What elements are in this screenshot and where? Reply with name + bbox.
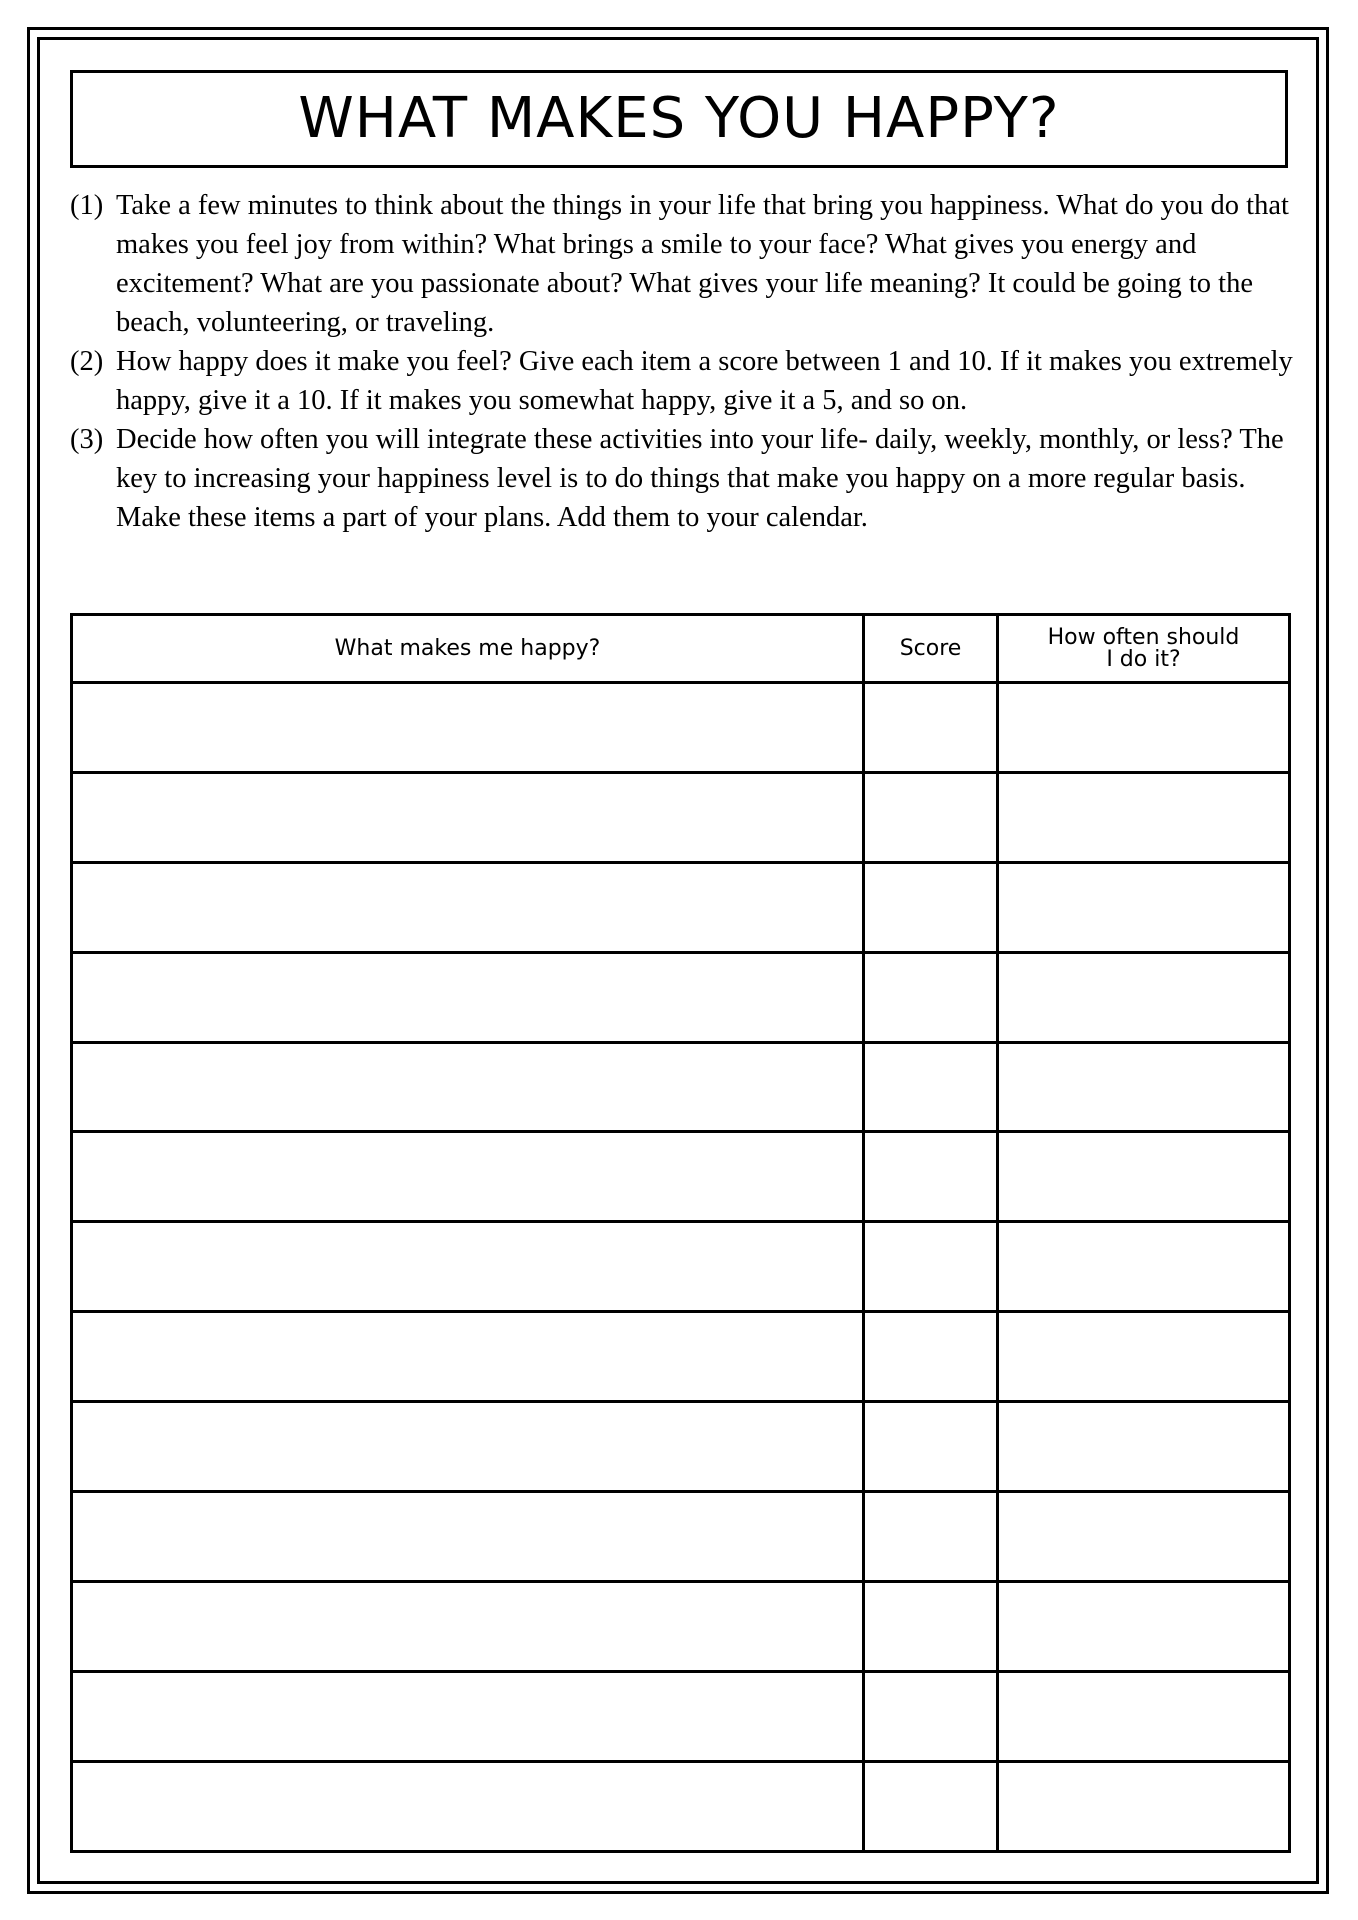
item-cell[interactable] [72, 1492, 864, 1582]
score-cell[interactable] [864, 952, 998, 1042]
table-header-row [72, 615, 1290, 683]
table-row [72, 862, 1290, 952]
score-cell[interactable] [864, 1222, 998, 1312]
score-cell[interactable] [864, 1761, 998, 1851]
instructions [70, 186, 1300, 537]
frequency-cell[interactable] [998, 683, 1290, 773]
instruction-number: (2) [70, 346, 104, 377]
happiness-table [70, 613, 1291, 1853]
item-cell[interactable] [72, 952, 864, 1042]
frequency-cell[interactable] [998, 1402, 1290, 1492]
frequency-cell[interactable] [998, 862, 1290, 952]
table-row [72, 683, 1290, 773]
column-header-item: What makes me happy? [72, 615, 864, 683]
column-header-score: Score [864, 615, 998, 683]
frequency-cell[interactable] [998, 1761, 1290, 1851]
frequency-cell[interactable] [998, 1581, 1290, 1671]
instruction-text: How happy does it make you feel? Give each item a score between 1 and 10. If it makes you extremely happy, give it a 10. If it makes you somewhat happy, give it a 5, and so on. [116, 346, 1293, 416]
table-row [72, 1671, 1290, 1761]
column-header-frequency: How often should I do it? [998, 615, 1290, 683]
table-row [72, 1581, 1290, 1671]
table-row [72, 952, 1290, 1042]
instruction-number: (1) [70, 190, 104, 221]
table-row [72, 1222, 1290, 1312]
frequency-cell[interactable] [998, 952, 1290, 1042]
item-cell[interactable] [72, 1761, 864, 1851]
table-row [72, 1132, 1290, 1222]
table-row [72, 1042, 1290, 1132]
table-row [72, 1402, 1290, 1492]
instruction-item [70, 186, 1300, 342]
item-cell[interactable] [72, 683, 864, 773]
item-cell[interactable] [72, 1042, 864, 1132]
table-body [72, 683, 1290, 1852]
item-cell[interactable] [72, 1581, 864, 1671]
table-row [72, 1312, 1290, 1402]
item-cell[interactable] [72, 1132, 864, 1222]
frequency-cell[interactable] [998, 1671, 1290, 1761]
table-row [72, 1761, 1290, 1851]
score-cell[interactable] [864, 1671, 998, 1761]
score-cell[interactable] [864, 1492, 998, 1582]
instruction-item [70, 342, 1300, 420]
frequency-cell[interactable] [998, 1312, 1290, 1402]
score-cell[interactable] [864, 1402, 998, 1492]
item-cell[interactable] [72, 1671, 864, 1761]
item-cell[interactable] [72, 1402, 864, 1492]
instruction-item [70, 420, 1300, 537]
instruction-text: Decide how often you will integrate these activities into your life- daily, weekly, monthly, or less? The key to increasing your happiness level is to do things that make you happy on a more regular basis. Make these items a part of your plans. Add them to your calendar. [116, 424, 1284, 533]
score-cell[interactable] [864, 1132, 998, 1222]
title-box [70, 70, 1288, 168]
instruction-number: (3) [70, 424, 104, 455]
page-title: WHAT MAKES YOU HAPPY? [298, 86, 1060, 151]
frequency-cell[interactable] [998, 1222, 1290, 1312]
score-cell[interactable] [864, 862, 998, 952]
score-cell[interactable] [864, 1042, 998, 1132]
frequency-cell[interactable] [998, 1132, 1290, 1222]
score-cell[interactable] [864, 683, 998, 773]
item-cell[interactable] [72, 1222, 864, 1312]
item-cell[interactable] [72, 772, 864, 862]
table-row [72, 772, 1290, 862]
instruction-text: Take a few minutes to think about the things in your life that bring you happiness. What do you do that makes you feel joy from within? What brings a smile to your face? What gives you energy and excitement? What are you passionate about? What gives your life meaning? It could be going to the beach, volunteering, or traveling. [116, 190, 1289, 338]
score-cell[interactable] [864, 772, 998, 862]
frequency-cell[interactable] [998, 1492, 1290, 1582]
table-row [72, 1492, 1290, 1582]
score-cell[interactable] [864, 1581, 998, 1671]
item-cell[interactable] [72, 862, 864, 952]
score-cell[interactable] [864, 1312, 998, 1402]
item-cell[interactable] [72, 1312, 864, 1402]
frequency-cell[interactable] [998, 772, 1290, 862]
frequency-cell[interactable] [998, 1042, 1290, 1132]
